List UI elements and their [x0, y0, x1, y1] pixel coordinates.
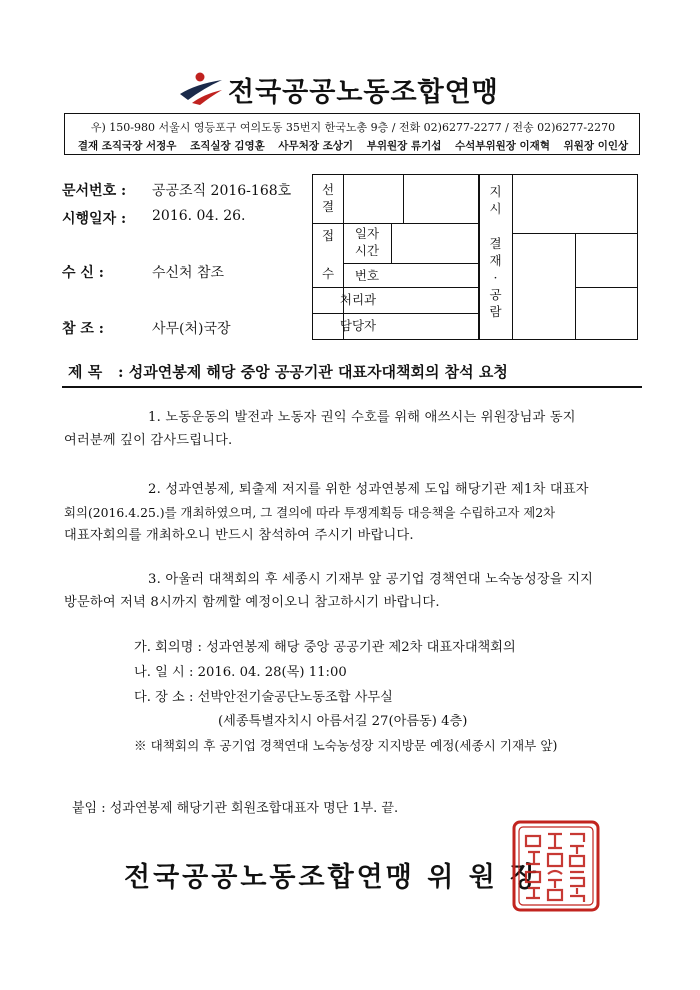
header-info-box — [64, 113, 640, 155]
issue-date: 2016. 04. 26. — [152, 208, 246, 224]
processing-dept-label: 처리과 — [339, 292, 377, 307]
visit-note: ※ 대책회의 후 공기업 경책연대 노숙농성장 지지방문 예정(세종시 기재부 앞) — [134, 738, 558, 753]
meeting-name-item: 가. 회의명 : 성과연봉제 해당 중앙 공공기관 제2차 대표자대책회의 — [134, 640, 516, 655]
subject-label: 제 목 — [68, 363, 103, 381]
approval-stamp-table — [312, 174, 638, 340]
person-in-charge-label: 담당자 — [339, 318, 377, 333]
approval-item: 결재 조직국장 서정우 — [77, 140, 177, 152]
official-seal-icon — [510, 818, 602, 914]
paragraph-2 — [64, 478, 644, 547]
instruction-label: 지 시 — [489, 184, 502, 216]
address-line: 우) 150-980 서울시 영등포구 여의도동 35번지 한국노총 9층 / 전화 02)6277-2277 / 전송 02)6277-2270 — [90, 121, 616, 134]
approval-item: 수석부위원장 이재혁 — [455, 140, 550, 152]
union-logo-icon — [178, 70, 224, 106]
paragraph-line: 회의(2016.4.25.)를 개최하였으며, 그 결의에 따라 투쟁계획등 대응책을 수립하고자 제2차 — [64, 505, 556, 520]
org-title: 전국공공노동조합연맹 — [228, 77, 499, 108]
signature-line: 전국공공노동조합연맹 위 원 장 — [124, 862, 540, 893]
paragraph-3 — [64, 568, 644, 614]
date-label: 시행일자 : — [62, 211, 127, 227]
paragraph-line: 3. 아울러 대책회의 후 세종시 기재부 앞 공기업 경책연대 노숙농성장을 지지 — [148, 572, 594, 587]
recipient-label: 수 신 : — [62, 265, 104, 281]
subject-text: : 성과연봉제 해당 중앙 공공기관 대표자대책회의 참석 요청 — [118, 363, 508, 381]
paragraph-line: 2. 성과연봉제, 퇴출제 저지를 위한 성과연봉제 도입 해당기관 제1차 대표자 — [148, 482, 589, 497]
receipt-label-bottom: 수 — [321, 266, 335, 281]
paragraph-line: 여러분께 깊이 감사드립니다. — [64, 433, 233, 448]
receipt-label-top: 접 — [321, 228, 335, 243]
approval-item: 부위원장 류기섭 — [366, 140, 442, 152]
doc-number-label: 문서번호 : — [62, 183, 127, 199]
approval-review-label: 결 재 · 공 람 — [489, 236, 502, 319]
approval-item: 사무처장 조상기 — [278, 140, 354, 152]
paragraph-line: 방문하여 저녁 8시까지 함께할 예정이오니 참고하시기 바랍니다. — [64, 595, 440, 610]
meeting-time-item: 나. 일 시 : 2016. 04. 28(목) 11:00 — [134, 665, 347, 680]
approval-item: 조직실장 김영훈 — [190, 140, 265, 152]
number-label: 번호 — [354, 268, 380, 283]
attachment-note: 붙임 : 성과연봉제 해당기관 회원조합대표자 명단 1부. 끝. — [72, 801, 399, 816]
reference: 사무(처)국장 — [152, 321, 231, 337]
approval-item: 위원장 이인상 — [563, 140, 629, 152]
meeting-address-item: (세종특별자치시 아름서길 27(아름동) 4층) — [218, 714, 468, 729]
paragraph-line: 대표자회의를 개최하오니 반드시 참석하여 주시기 바랍니다. — [64, 528, 414, 543]
reference-label: 참 조 : — [62, 321, 104, 337]
date-time-label: 일자 시간 — [354, 226, 380, 258]
approval-line — [65, 138, 641, 153]
paragraph-line: 1. 노동운동의 발전과 노동자 권익 수호를 위해 애쓰시는 위원장님과 동지 — [148, 410, 576, 425]
meeting-place-item: 다. 장 소 : 선박안전기술공단노동조합 사무실 — [134, 690, 393, 705]
doc-number: 공공조직 2016-168호 — [152, 183, 292, 199]
paragraph-1 — [64, 406, 644, 452]
recipient: 수신처 참조 — [152, 265, 225, 281]
prior-decision-label: 선 결 — [321, 182, 335, 214]
